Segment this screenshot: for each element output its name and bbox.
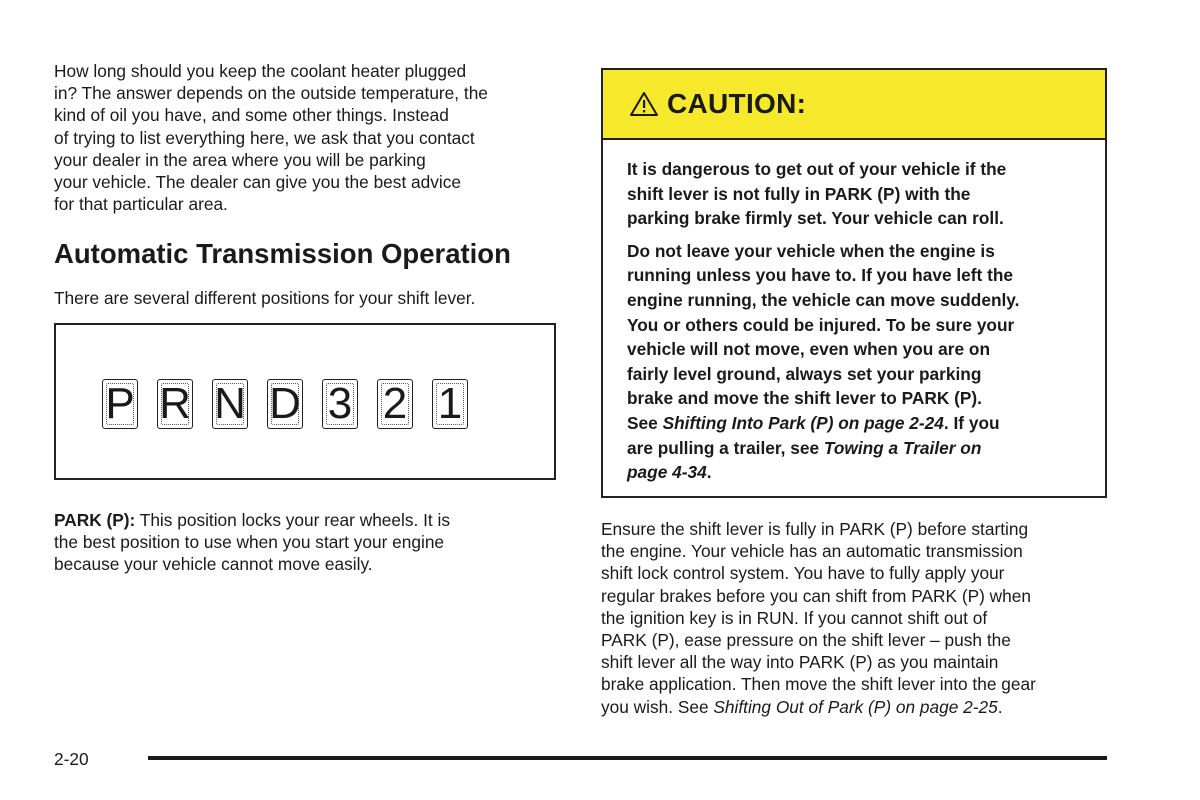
text-line: brake and move the shift lever to PARK (P). <box>627 388 982 409</box>
wish-text: you wish. See <box>601 696 714 717</box>
text-line: the engine. Your vehicle has an automatic transmission <box>601 541 1023 562</box>
footer-rule <box>148 756 1107 760</box>
cross-reference-shifting-into-park: Shifting Into Park (P) on page 2-24 <box>662 412 944 433</box>
gear-p: P <box>102 379 138 429</box>
positions-intro <box>54 287 475 309</box>
text-line: your dealer in the area where you will be parking <box>54 149 426 170</box>
text-line <box>627 460 1105 485</box>
trailer-text: are pulling a trailer, see <box>627 437 824 458</box>
text-line: brake application. Then move the shift lever into the gear <box>601 674 1036 695</box>
text-line: shift lock control system. You have to fully apply your <box>601 563 1005 584</box>
see-text: See <box>627 412 663 433</box>
park-label: PARK (P): <box>54 510 136 530</box>
text-line: PARK (P), ease pressure on the shift lever – push the <box>601 630 1011 651</box>
text-line <box>601 696 1036 718</box>
cross-reference-shifting-out-of-park: Shifting Out of Park (P) on page 2-25 <box>713 696 998 717</box>
cross-reference-page: page 4-34 <box>627 462 707 483</box>
text-line: regular brakes before you can shift from PARK (P) when <box>601 585 1031 606</box>
text-line: Ensure the shift lever is fully in PARK (P) before starting <box>601 519 1029 539</box>
text-line <box>54 509 450 531</box>
text-line: fairly level ground, always set your parking <box>627 363 982 384</box>
park-paragraph <box>54 509 450 576</box>
warning-triangle-icon <box>629 91 659 117</box>
caution-header <box>603 70 1105 140</box>
text-line <box>627 436 1105 461</box>
shift-lock-paragraph <box>601 518 1036 718</box>
text-line: the best position to use when you start your engine <box>54 532 445 553</box>
gear-d: D <box>267 379 303 429</box>
coolant-heater-paragraph <box>54 60 564 215</box>
text-line: There are several different positions for your shift lever. <box>54 288 476 308</box>
gear-n: N <box>212 379 248 429</box>
text-line: You or others could be injured. To be sure your <box>627 314 1015 335</box>
period-text: . <box>706 462 712 483</box>
if-you-text: . If you <box>943 412 1000 433</box>
text-line: for that particular area. <box>54 194 228 215</box>
text-line: of trying to list everything here, we ask that you contact <box>54 127 475 148</box>
cross-reference-towing-a-trailer: Towing a Trailer on <box>823 437 982 458</box>
text-line: It is dangerous to get out of your vehicle if the <box>627 159 1007 179</box>
text-line: engine running, the vehicle can move suddenly. <box>627 289 1020 310</box>
shift-indicator-illustration <box>54 323 556 480</box>
gear-3: 3 <box>322 379 358 429</box>
park-text: This position locks your rear wheels. It is <box>135 510 450 530</box>
text-line: parking brake firmly set. Your vehicle can roll. <box>627 208 1004 229</box>
text-line: shift lever all the way into PARK (P) as you maintain <box>601 652 999 673</box>
text-line: How long should you keep the coolant heater plugged <box>54 61 467 81</box>
text-line: your vehicle. The dealer can give you the best advice <box>54 172 461 193</box>
gear-r: R <box>157 379 193 429</box>
text-line <box>627 411 1105 436</box>
text-line: because your vehicle cannot move easily. <box>54 554 373 575</box>
text-line: the ignition key is in RUN. If you cannot shift out of <box>601 607 988 628</box>
caution-paragraph-2 <box>627 239 1105 485</box>
caution-paragraph-1 <box>627 157 1105 231</box>
text-line: running unless you have to. If you have left the <box>627 265 1014 286</box>
text-line: shift lever is not fully in PARK (P) with the <box>627 183 971 204</box>
text-line: vehicle will not move, even when you are on <box>627 339 991 360</box>
caution-box <box>601 68 1107 498</box>
section-heading: Automatic Transmission Operation <box>54 238 511 269</box>
gear-1: 1 <box>432 379 468 429</box>
text-line: Do not leave your vehicle when the engine is <box>627 240 995 261</box>
text-line: kind of oil you have, and some other things. Instead <box>54 105 449 126</box>
gear-2: 2 <box>377 379 413 429</box>
period-text: . <box>997 696 1003 717</box>
caution-body <box>603 140 1105 485</box>
left-column <box>54 60 564 575</box>
page-number: 2-20 <box>54 749 89 769</box>
right-column <box>601 68 1107 717</box>
text-line: in? The answer depends on the outside temperature, the <box>54 83 488 104</box>
caution-title: CAUTION: <box>667 88 807 119</box>
gear-row <box>102 379 468 429</box>
